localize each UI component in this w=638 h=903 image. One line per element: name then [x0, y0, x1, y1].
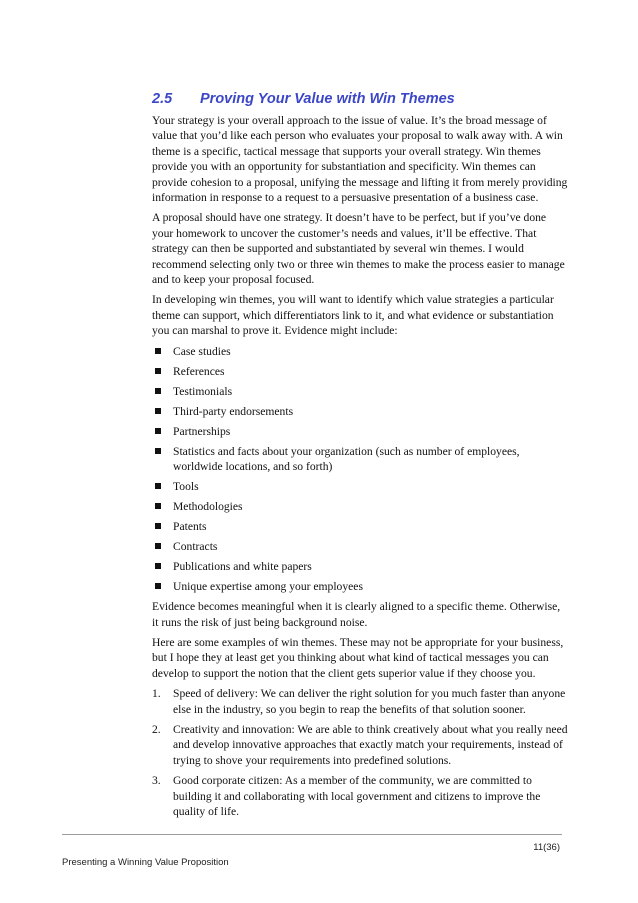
footer-document-title: Presenting a Winning Value Proposition — [62, 857, 229, 868]
bullet-square-icon — [155, 428, 161, 434]
bullet-square-icon — [155, 563, 161, 569]
list-item — [152, 444, 568, 475]
list-item — [152, 722, 568, 768]
list-item-text: Speed of delivery: We can deliver the right solution for you much faster than anyone else in the industry, so you begin to reap the benefits of that solution sooner. — [173, 687, 566, 716]
list-item-text: Patents — [173, 520, 207, 534]
list-item-text: Tools — [173, 480, 199, 494]
paragraph-strategy: Your strategy is your overall approach to the issue of value. It’s the broad message of value that you’d like each person who evaluates your proposal to walk away with. A win theme is a specific, tactical message that supports your overall strategy. Win themes provide you with an opportunity for substantiation and specificity. Win themes can provide cohesion to a proposal, unifying the message and lifting it from merely providing information in response to a request to a persuasive presentation of a business case. — [152, 114, 568, 205]
evidence-list — [152, 344, 568, 595]
list-item-text: Partnerships — [173, 424, 231, 438]
list-item-number: 1. — [152, 687, 161, 701]
list-item — [152, 344, 568, 359]
list-item-text: References — [173, 364, 225, 378]
bullet-square-icon — [155, 543, 161, 549]
paragraph-one-strategy: A proposal should have one strategy. It doesn’t have to be perfect, but if you’ve done your homework to uncover the customer’s needs and values, it’ll be effective. That strategy can then be supported and substantiated by several win themes. I would recommend selecting only two or three win themes to make the process easier to manage and to keep your proposal focused. — [152, 211, 565, 287]
list-item-text: Third-party endorsements — [173, 404, 294, 418]
list-item — [152, 364, 568, 379]
list-item — [152, 559, 568, 574]
section-number: 2.5 — [152, 91, 173, 107]
bullet-square-icon — [155, 408, 161, 414]
list-item — [152, 424, 568, 439]
paragraph-developing-win-themes: In developing win themes, you will want to identify which value strategies a particular theme can support, which differentiators link to it, and what evidence or substantiation you can marshal to prove it. Evidence might include: — [152, 293, 554, 338]
section-heading — [152, 91, 572, 107]
list-item-number: 2. — [152, 722, 161, 736]
bullet-square-icon — [155, 348, 161, 354]
bullet-square-icon — [155, 503, 161, 509]
list-item — [152, 579, 568, 594]
win-themes-list — [152, 686, 568, 819]
list-item-text: Testimonials — [173, 384, 233, 398]
list-item-text: Statistics and facts about your organization (such as number of employees, worldwide locations, and so forth) — [173, 444, 520, 474]
bullet-square-icon — [155, 583, 161, 589]
list-item — [152, 773, 568, 819]
footer-divider — [62, 834, 562, 835]
list-item-text: Publications and white papers — [173, 560, 312, 574]
list-item-number: 3. — [152, 774, 161, 788]
list-item — [152, 539, 568, 554]
bullet-square-icon — [155, 368, 161, 374]
list-item-text: Creativity and innovation: We are able to think creatively about what you really need and develop innovative approaches that exactly match your requirements, instead of trying to shove your requirements into predefined solutions. — [173, 722, 568, 767]
list-item — [152, 479, 568, 494]
list-item-text: Good corporate citizen: As a member of the community, we are committed to building it and collaborating with local government and citizens to improve the quality of life. — [173, 774, 541, 818]
list-item-text: Unique expertise among your employees — [173, 580, 363, 594]
section-title: Proving Your Value with Win Themes — [200, 91, 455, 107]
page-number: 11(36) — [533, 842, 560, 853]
body-text — [152, 113, 568, 824]
list-item — [152, 404, 568, 419]
paragraph-examples: Here are some examples of win themes. These may not be appropriate for your business, but I hope they at least get you thinking about what kind of tactical messages you can develop to support the notion that the client gets superior value if they choose you. — [152, 635, 564, 680]
list-item — [152, 686, 568, 717]
list-item-text: Contracts — [173, 540, 218, 554]
bullet-square-icon — [155, 523, 161, 529]
list-item — [152, 519, 568, 534]
bullet-square-icon — [155, 448, 161, 454]
list-item — [152, 384, 568, 399]
paragraph-evidence-meaningful: Evidence becomes meaningful when it is clearly aligned to a specific theme. Otherwise, it runs the risk of just being background noise. — [152, 600, 561, 629]
bullet-square-icon — [155, 483, 161, 489]
list-item — [152, 499, 568, 514]
list-item-text: Case studies — [173, 344, 231, 358]
bullet-square-icon — [155, 388, 161, 394]
list-item-text: Methodologies — [173, 500, 243, 514]
